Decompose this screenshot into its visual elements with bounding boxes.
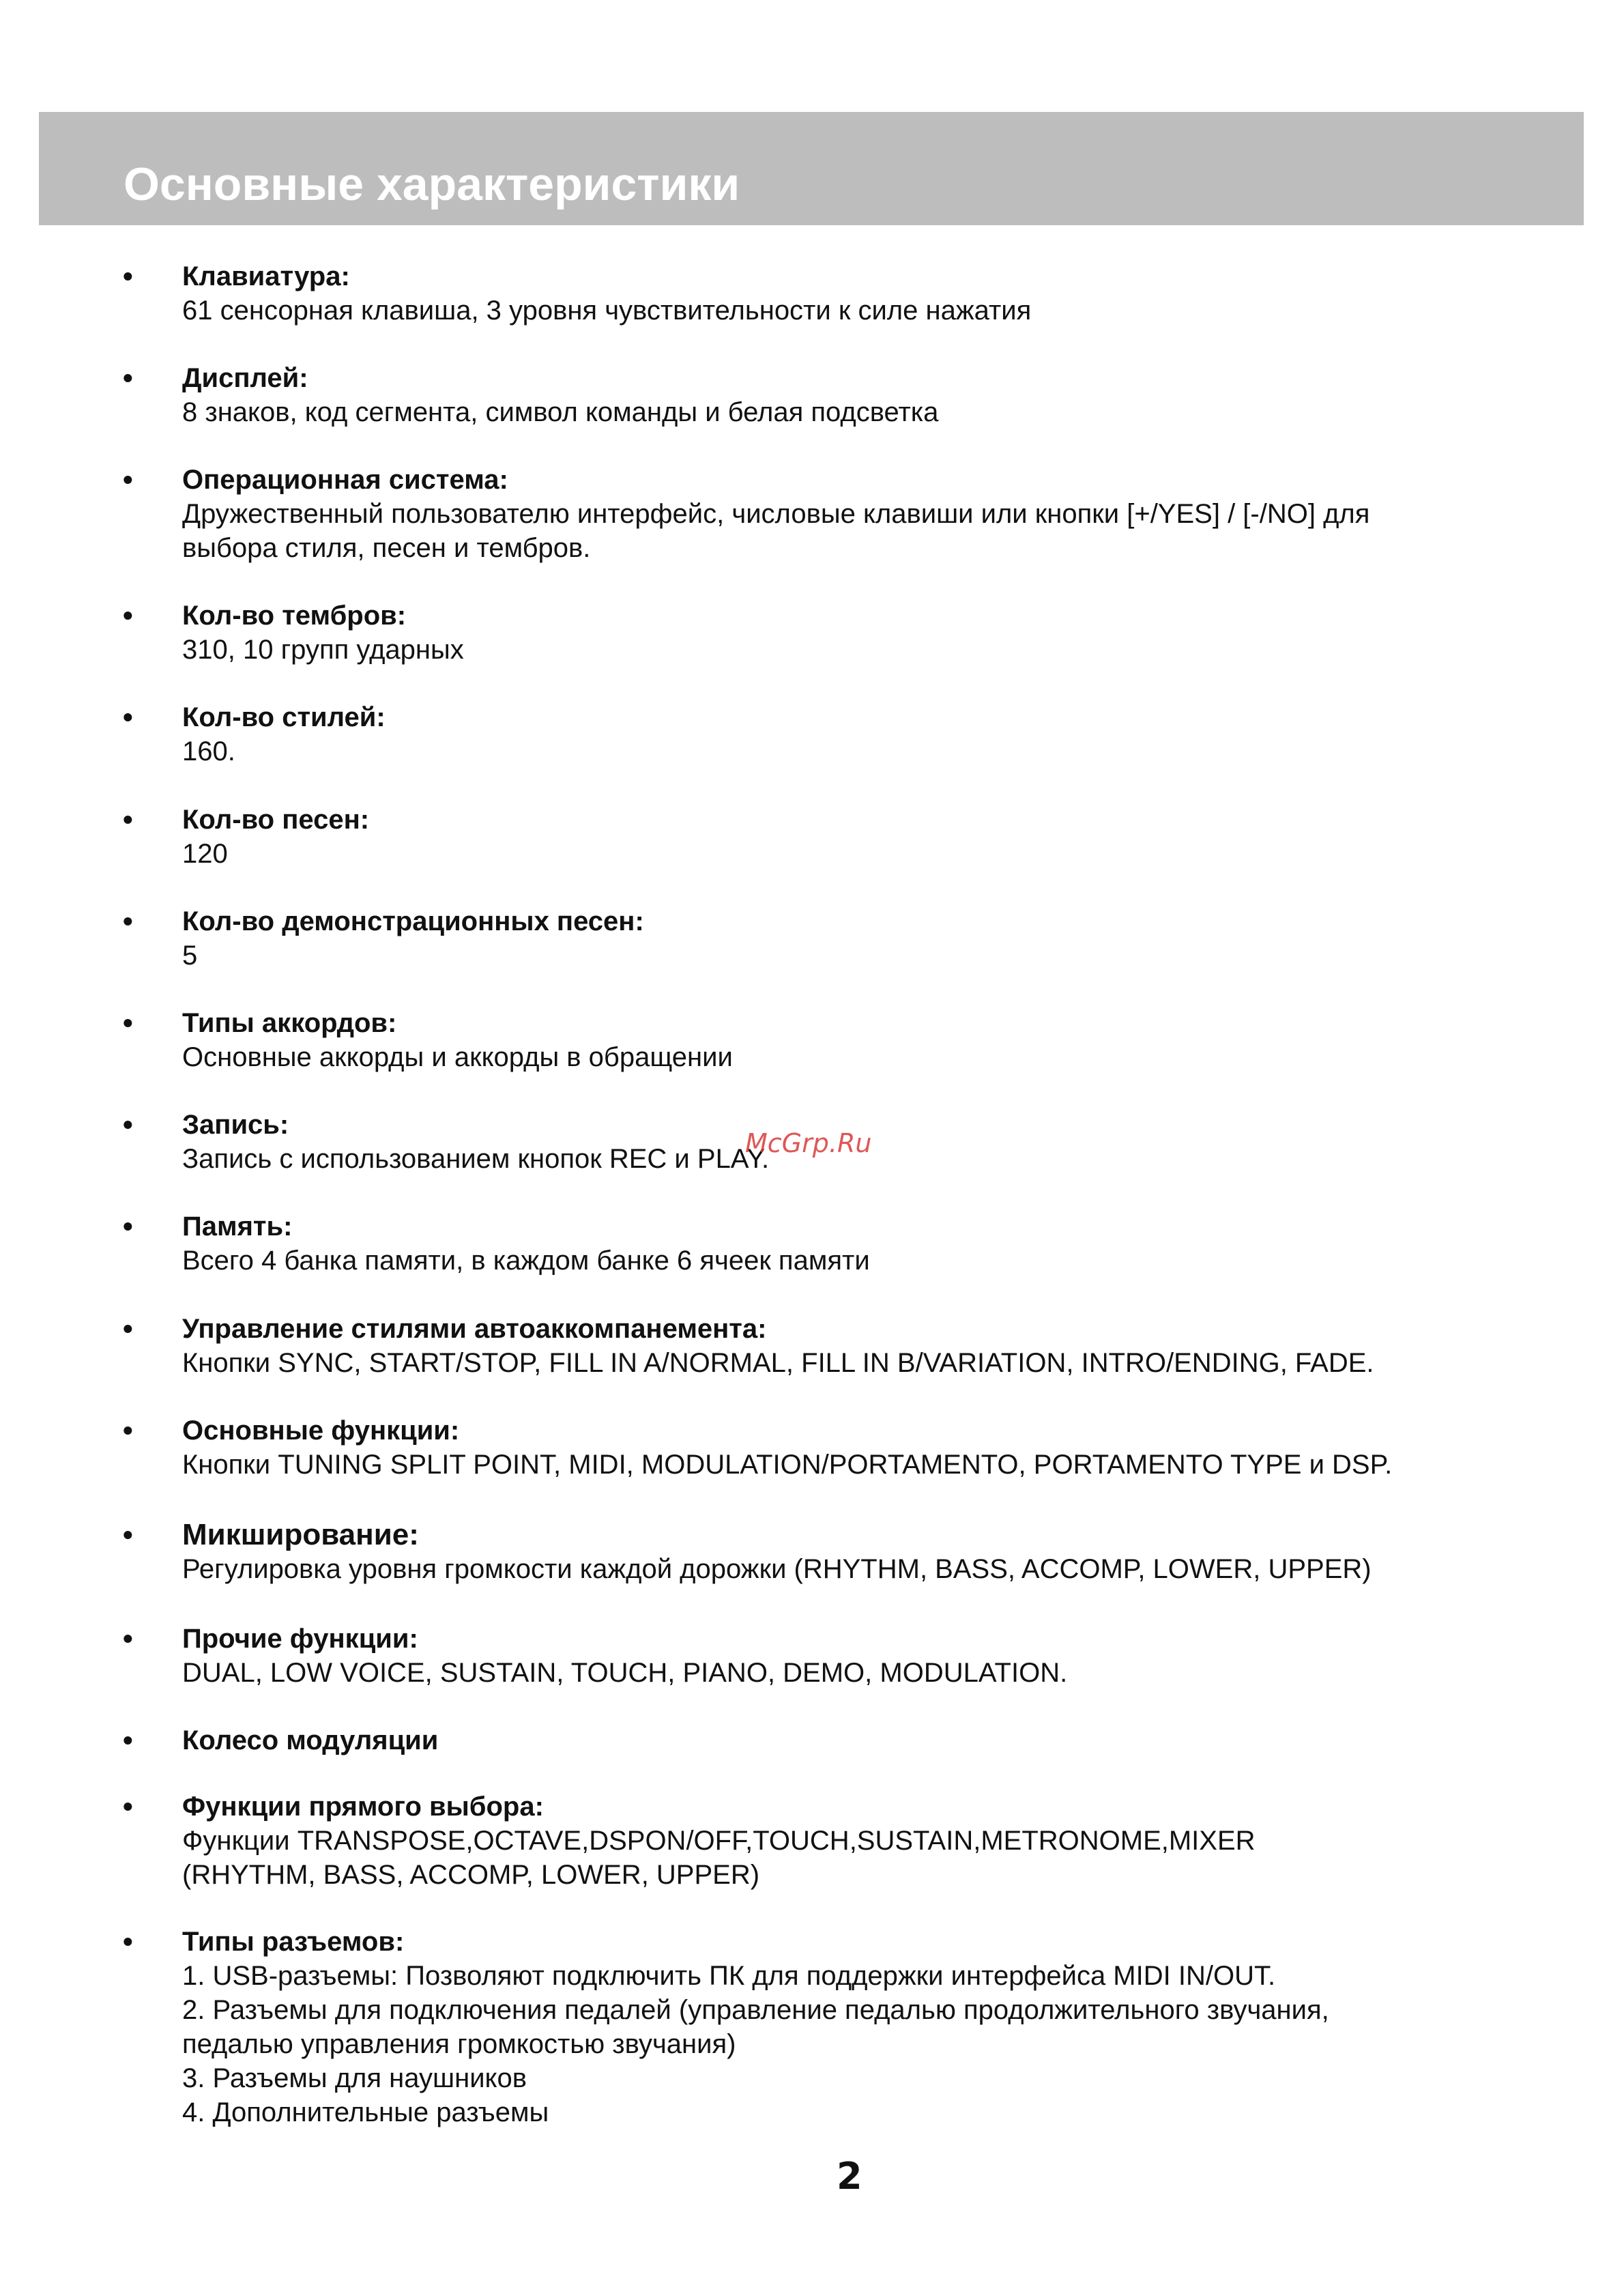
bullet: • bbox=[123, 1312, 133, 1345]
spec-item-line: Основные аккорды и аккорды в обращении bbox=[182, 1042, 733, 1072]
spec-item-line: DUAL, LOW VOICE, SUSTAIN, TOUCH, PIANO, DEMO, MODULATION. bbox=[182, 1658, 1068, 1688]
spec-item-title: Кол-во тембров: bbox=[182, 601, 407, 631]
spec-item-body bbox=[182, 633, 1547, 667]
bullet: • bbox=[123, 1790, 133, 1822]
spec-item-title: Прочие функции: bbox=[182, 1624, 418, 1654]
spec-item-title: Запись: bbox=[182, 1110, 289, 1140]
bullet: • bbox=[123, 1210, 133, 1242]
spec-item-line: Запись с использованием кнопок REC и PLAY. bbox=[182, 1144, 770, 1174]
spec-item-body bbox=[182, 497, 1547, 565]
spec-item-line: 3. Разъемы для наушников bbox=[182, 2063, 527, 2093]
spec-item-line: педалью управления громкостью звучания) bbox=[182, 2029, 736, 2059]
spec-item-title: Память: bbox=[182, 1211, 293, 1242]
spec-item-title: Колесо модуляции bbox=[182, 1725, 439, 1755]
spec-item-line: 5 bbox=[182, 941, 198, 971]
bullet: • bbox=[123, 905, 133, 937]
bullet: • bbox=[123, 1925, 133, 1957]
spec-item-title: Типы аккордов: bbox=[182, 1008, 397, 1038]
spec-item-title: Кол-во стилей: bbox=[182, 702, 386, 732]
bullet: • bbox=[123, 599, 133, 631]
spec-item-body bbox=[182, 837, 1547, 871]
bullet: • bbox=[123, 362, 133, 394]
bullet: • bbox=[123, 1519, 133, 1551]
spec-item-body bbox=[182, 1244, 1547, 1278]
spec-item-title: Основные функции: bbox=[182, 1416, 460, 1446]
bullet: • bbox=[123, 1007, 133, 1039]
spec-item-body bbox=[182, 938, 1547, 973]
spec-item-line: Функции TRANSPOSE,OCTAVE,DSPON/OFF,TOUCH,SUSTAIN,METRONOME,MIXER bbox=[182, 1826, 1256, 1856]
spec-item-line: 160. bbox=[182, 736, 235, 766]
spec-item-title: Кол-во песен: bbox=[182, 805, 370, 835]
watermark: McGrp.Ru bbox=[745, 1128, 872, 1158]
bullet: • bbox=[123, 463, 133, 496]
spec-item-body bbox=[182, 1040, 1547, 1074]
page-title: Основные характеристики bbox=[124, 158, 740, 210]
spec-item-title: Операционная система: bbox=[182, 465, 508, 495]
spec-item-body bbox=[182, 1959, 1547, 2129]
spec-item-line: Кнопки TUNING SPLIT POINT, MIDI, MODULATION/PORTAMENTO, PORTAMENTO TYPE и DSP. bbox=[182, 1450, 1393, 1480]
spec-item-body bbox=[182, 1346, 1547, 1380]
spec-item-title: Типы разъемов: bbox=[182, 1927, 405, 1957]
spec-item-line: Кнопки SYNC, START/STOP, FILL IN A/NORMAL, FILL IN B/VARIATION, INTRO/ENDING, FADE. bbox=[182, 1348, 1374, 1378]
spec-item-line: 4. Дополнительные разъемы bbox=[182, 2097, 549, 2127]
bullet: • bbox=[123, 1108, 133, 1140]
bullet: • bbox=[123, 1414, 133, 1446]
spec-item-body bbox=[182, 293, 1547, 328]
spec-item-title: Микширование: bbox=[182, 1518, 419, 1551]
spec-item-line: 8 знаков, код сегмента, символ команды и белая подсветка bbox=[182, 397, 939, 427]
spec-item-line: выбора стиля, песен и тембров. bbox=[182, 533, 591, 563]
spec-item-line: Всего 4 банка памяти, в каждом банке 6 ячеек памяти bbox=[182, 1246, 870, 1276]
spec-item-title: Клавиатура: bbox=[182, 261, 350, 291]
spec-item-body bbox=[182, 1552, 1547, 1586]
spec-item-body bbox=[182, 395, 1547, 429]
spec-item-title: Дисплей: bbox=[182, 363, 308, 393]
spec-item-line: 61 сенсорная клавиша, 3 уровня чувствительности к силе нажатия bbox=[182, 296, 1032, 326]
bullet: • bbox=[123, 260, 133, 292]
spec-item-line: (RHYTHM, BASS, ACCOMP, LOWER, UPPER) bbox=[182, 1860, 760, 1890]
bullet: • bbox=[123, 701, 133, 733]
bullet: • bbox=[123, 803, 133, 835]
spec-item-line: 310, 10 групп ударных bbox=[182, 635, 464, 665]
bullet: • bbox=[123, 1724, 133, 1756]
spec-item-line: 1. USB-разъемы: Позволяют подключить ПК для поддержки интерфейса MIDI IN/OUT. bbox=[182, 1961, 1276, 1991]
spec-item-body bbox=[182, 734, 1547, 769]
spec-item-title: Управление стилями автоаккомпанемента: bbox=[182, 1314, 767, 1344]
spec-item-title: Кол-во демонстрационных песен: bbox=[182, 906, 644, 936]
spec-item-line: 120 bbox=[182, 839, 228, 869]
spec-item-body bbox=[182, 1656, 1547, 1690]
spec-item-body bbox=[182, 1448, 1547, 1482]
spec-item-body bbox=[182, 1824, 1547, 1892]
spec-item-title: Функции прямого выбора: bbox=[182, 1792, 544, 1822]
page-number: 2 bbox=[837, 2155, 862, 2198]
spec-item-line: Регулировка уровня громкости каждой дорожки (RHYTHM, BASS, ACCOMP, LOWER, UPPER) bbox=[182, 1554, 1372, 1584]
spec-item-line: 2. Разъемы для подключения педалей (управление педалью продолжительного звучания, bbox=[182, 1995, 1329, 2025]
bullet: • bbox=[123, 1622, 133, 1654]
spec-item-line: Дружественный пользователю интерфейс, числовые клавиши или кнопки [+/YES] / [-/NO] для bbox=[182, 499, 1370, 529]
